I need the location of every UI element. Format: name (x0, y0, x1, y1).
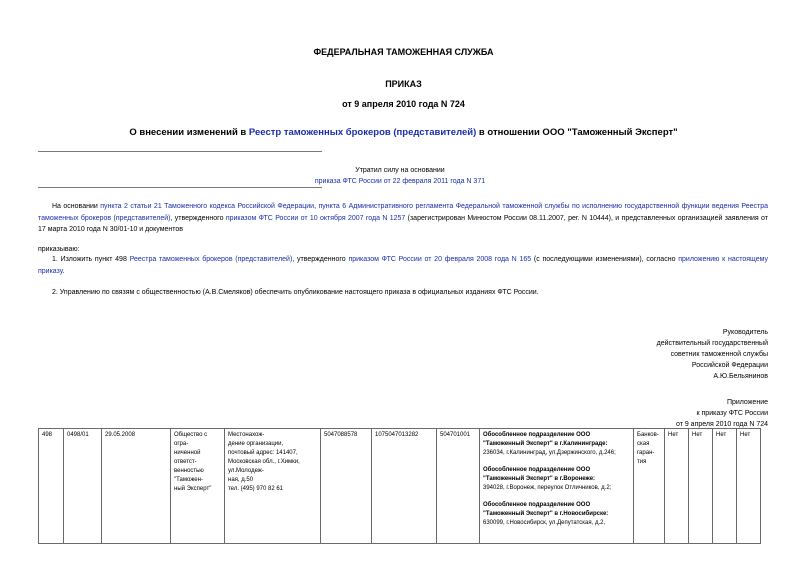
divider-top (38, 151, 322, 152)
p1-text-a: На основании (52, 203, 101, 210)
registry-link[interactable]: Реестр таможенных брокеров (представителей) (248, 127, 477, 138)
registry-table (38, 428, 761, 544)
cell-flag: Нет (737, 429, 761, 544)
title-post: в отношении ООО "Таможенный Эксперт" (476, 127, 678, 138)
p1-text-d: (зарегистрирован Минюстом России 08.11.2007, рег. N 10444), и представленных организацией заявления от 17 марта 2010 года N 30/01-10 и документов (38, 214, 768, 233)
signature-line: Руководитель (722, 329, 768, 336)
paragraph-item-1 (38, 254, 768, 277)
cell-reg-no: 0498/01 (64, 429, 102, 544)
lost-force-note (300, 165, 500, 187)
p2-text-c: (с последующими изменениями), согласно (531, 256, 679, 263)
p2-text-d: . (62, 267, 65, 275)
p1-text-c: , утвержденного (170, 214, 226, 222)
cell-ogrn: 1075047013282 (372, 429, 437, 544)
appendix-line: от 9 апреля 2010 года N 724 (675, 421, 768, 428)
branch-name: Обособленное подразделение ООО "Таможенный Эксперт" в г.Калининграде: (483, 432, 608, 447)
order-1257-link[interactable]: приказом ФТС России от 10 октября 2007 года N 1257 (225, 214, 406, 222)
cell-inn: 5047088578 (321, 429, 372, 544)
cell-guarantee: Банков- ская гаран- тия (634, 429, 665, 544)
signatory-name: А.Ю.Бельянинов (713, 373, 768, 380)
signature-line: Российской Федерации (691, 362, 768, 369)
cell-date: 29.05.2008 (102, 429, 171, 544)
signature-line: действительный государственный (656, 340, 768, 347)
agency-name: ФЕДЕРАЛЬНАЯ ТАМОЖЕННАЯ СЛУЖБА (313, 47, 494, 57)
order-165-link[interactable]: приказом ФТС России от 20 февраля 2008 года N 165 (348, 256, 532, 263)
appendix-line: Приложение (726, 399, 768, 406)
cell-kpp: 504701001 (437, 429, 480, 544)
appendix-link[interactable]: приложению к настоящему приказу (38, 256, 768, 275)
signature-line: советник таможенной службы (670, 351, 768, 358)
divider-bottom (38, 187, 322, 188)
order-word: приказываю: (38, 246, 80, 253)
regulation-link[interactable]: пункта 6 Административного регламента Федеральной таможенной службы по исполнению государственной функции ведения Реестра таможенных брокеров (представителей) (38, 203, 769, 222)
branch-name: Обособленное подразделение ООО "Таможенный Эксперт" в г.Воронеже: (483, 467, 596, 482)
lost-force-text: Утратил силу на основании (355, 167, 445, 174)
paragraph-item-2: 2. Управлению по связям с общественностью (А.В.Смеляков) обеспечить опубликование настоящего приказа в официальных изданиях ФТС России. (52, 289, 539, 296)
paragraph-basis (38, 201, 768, 236)
p2-text-a: 1. Изложить пункт 498 (52, 256, 130, 263)
cell-flag: Нет (665, 429, 689, 544)
cell-flag: Нет (713, 429, 737, 544)
cell-address: Местонахож- дение организации, почтовый адрес: 141407, Московская обл., г.Химки, ул.Молодеж- ная, д.50 тел. (495) 970 82 61 (225, 429, 321, 544)
cell-organization: Общество с огра- ниченной ответст- венностью "Таможен- ный Эксперт" (171, 429, 225, 544)
registry-link-2[interactable]: Реестра таможенных брокеров (представителей) (129, 256, 293, 263)
branch-name: Обособленное подразделение ООО "Таможенный Эксперт" в г.Новосибирске: (483, 502, 609, 517)
customs-code-link[interactable]: пункта 2 статьи 21 Таможенного кодекса Российской Федерации (100, 203, 315, 210)
title-pre: О внесении изменений в (129, 127, 249, 138)
branch-item (483, 466, 630, 493)
signature-block (657, 327, 768, 382)
cell-flag: Нет (689, 429, 713, 544)
appendix-line: к приказу ФТС России (696, 410, 768, 417)
table-row (39, 429, 761, 544)
appendix-header (676, 397, 768, 430)
branch-address: 236034, г.Калининград, ул.Дзержинского, д.246; (483, 450, 616, 456)
branch-address: 394028, г.Воронеж, переулок Отличников, д.2; (483, 485, 612, 491)
branch-item (483, 431, 630, 458)
doc-title (0, 127, 807, 138)
doc-date: от 9 апреля 2010 года N 724 (342, 99, 465, 109)
doc-type: ПРИКАЗ (385, 79, 422, 89)
cell-number: 498 (39, 429, 64, 544)
p1-text-b: , (314, 203, 319, 210)
cell-branches (480, 429, 634, 544)
lost-force-link[interactable]: приказа ФТС России от 22 февраля 2011 года N 371 (314, 178, 486, 185)
branch-item (483, 501, 630, 528)
branch-address: 630099, г.Новосибирск, ул.Депутатская, д.2, (483, 520, 606, 526)
p2-text-b: , утвержденного (292, 256, 349, 263)
